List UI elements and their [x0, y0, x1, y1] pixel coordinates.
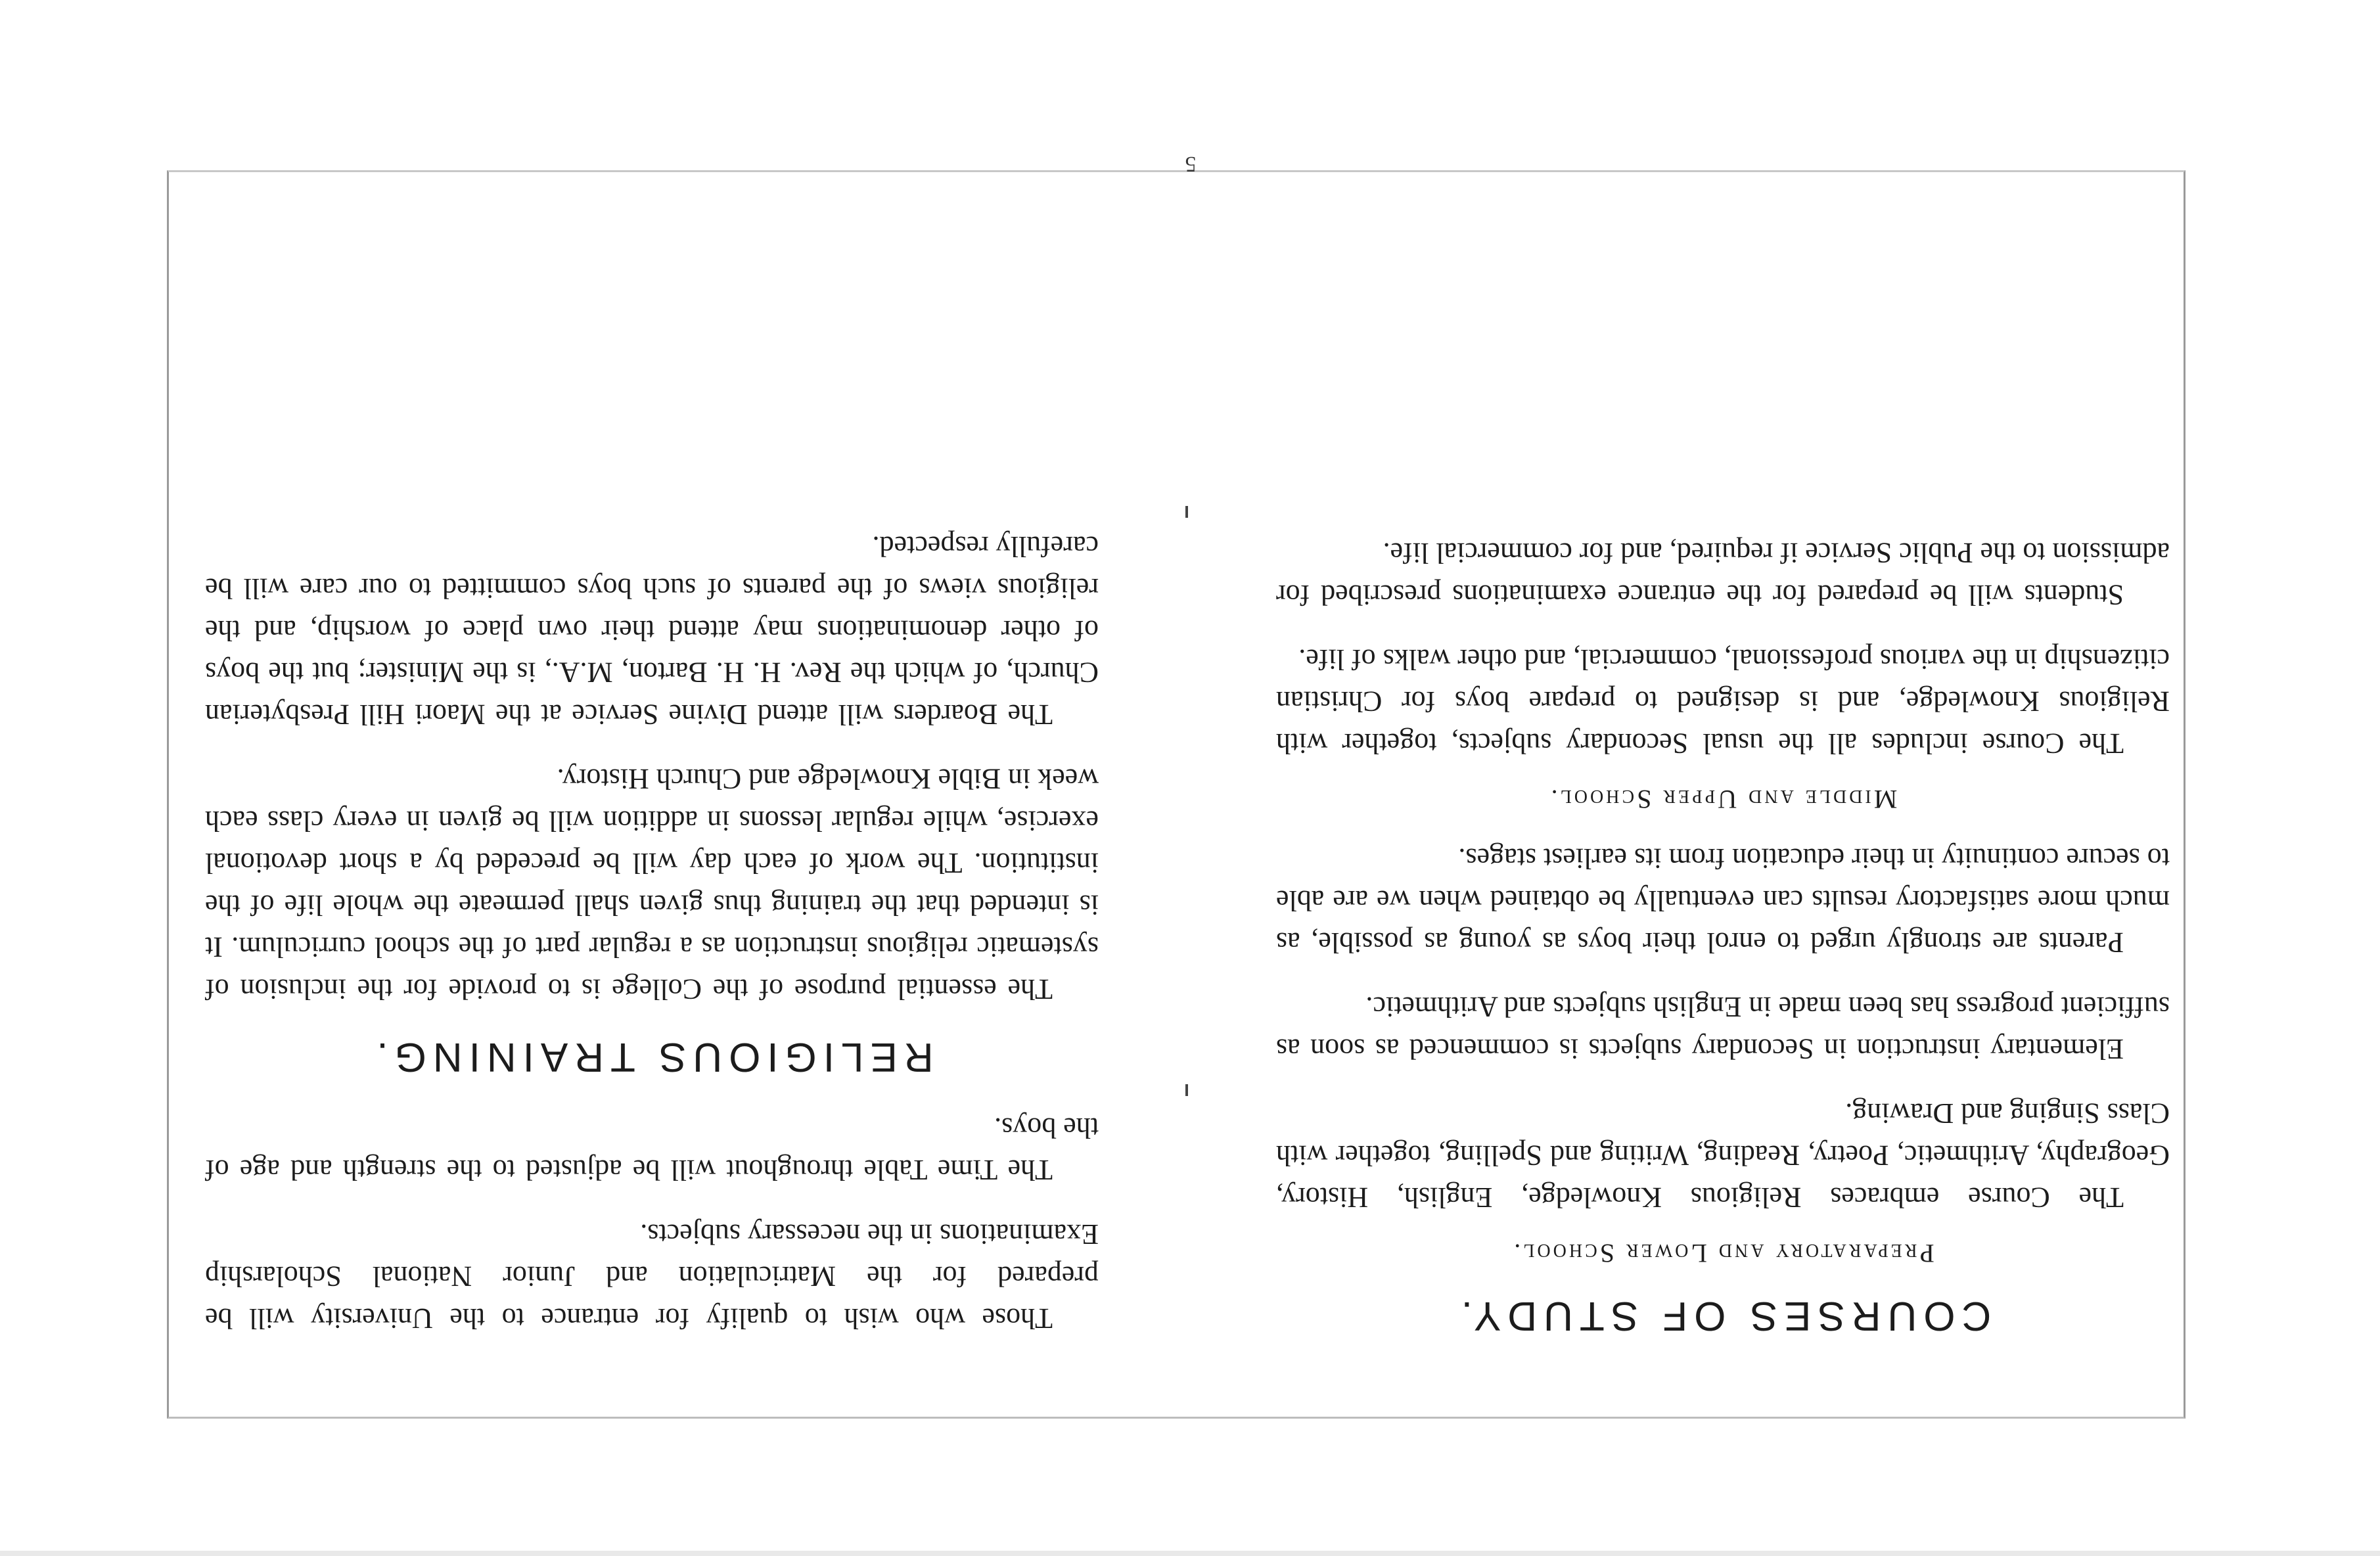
left-page	[1276, 509, 2170, 1339]
courses-heading: COURSES OF STUDY.	[1454, 1293, 1992, 1339]
timetable-paragraph: The Time Table throughout will be adjusted to the strength and age of the boys.	[205, 1112, 1099, 1186]
preparatory-section	[1276, 837, 2170, 1269]
spine-mark-upper	[1185, 1084, 1188, 1096]
preparatory-paragraph: The Course embraces Religious Knowledge, English, History, Geography, Arithmetic, Poetry, Reading, Writing and Spelling, together with Class Singing and Drawing.	[1276, 1097, 2170, 1214]
middle-upper-subheading: Middle and Upper School.	[1548, 785, 1898, 814]
religious-paragraph: The essential purpose of the College is to provide for the inclusion of systematic religious instruction as a regular part of the school curriculum. It is intended that the training thus given shall permeate the whole life of the institution. The work of each day will be preceded by a short devotional exercise, while regular lessons in addition will be given in every class each week in Bible Knowledge and Church History.	[205, 763, 1099, 1005]
scan-shadow-edge	[0, 1551, 2380, 1556]
preparatory-paragraph: Elementary instruction in Secondary subjects is commenced as soon as sufficient progress has been made in English subjects and Arithmetic.	[1276, 991, 2170, 1065]
spine-mark-lower	[1185, 506, 1188, 518]
page-number: 5	[1185, 152, 1197, 176]
religious-training-heading: RELIGIOUS TRAINING.	[370, 1034, 934, 1080]
middle-upper-paragraph: The Course includes all the usual Secondary subjects, together with Religious Knowledge, and is designed to prepare boys for Christian citizenship in the various professional, commercial, and other walks of life.	[1276, 643, 2170, 760]
preparatory-paragraph: Parents are strongly urged to enrol their boys as young as possible, as much more satisfactory results can eventually be obtained when we are able to secure continuity in their education from its earliest stages.	[1276, 842, 2170, 959]
right-page	[205, 503, 1099, 1339]
middle-upper-section	[1276, 532, 2170, 815]
middle-upper-paragraph: Students will be prepared for the entrance examinations prescribed for admission to the Public Service if required, and for commercial life.	[1276, 537, 2170, 611]
boarders-paragraph: The Boarders will attend Divine Service at the Maori Hill Presbyterian Church, of which the Rev. H. H. Barton, M.A., is the Minister; but the boys of other denominations may attend their own place of worship, and the religious views of the parents of such boys committed to our care will be carefully respected.	[205, 530, 1099, 731]
preparatory-subheading: Preparatory and Lower School.	[1511, 1239, 1934, 1268]
university-paragraph: Those who wish to qualify for entrance to the University will be prepared for the Matriculation and Junior National Scholarship Examinations in the necessary subjects.	[205, 1218, 1099, 1335]
